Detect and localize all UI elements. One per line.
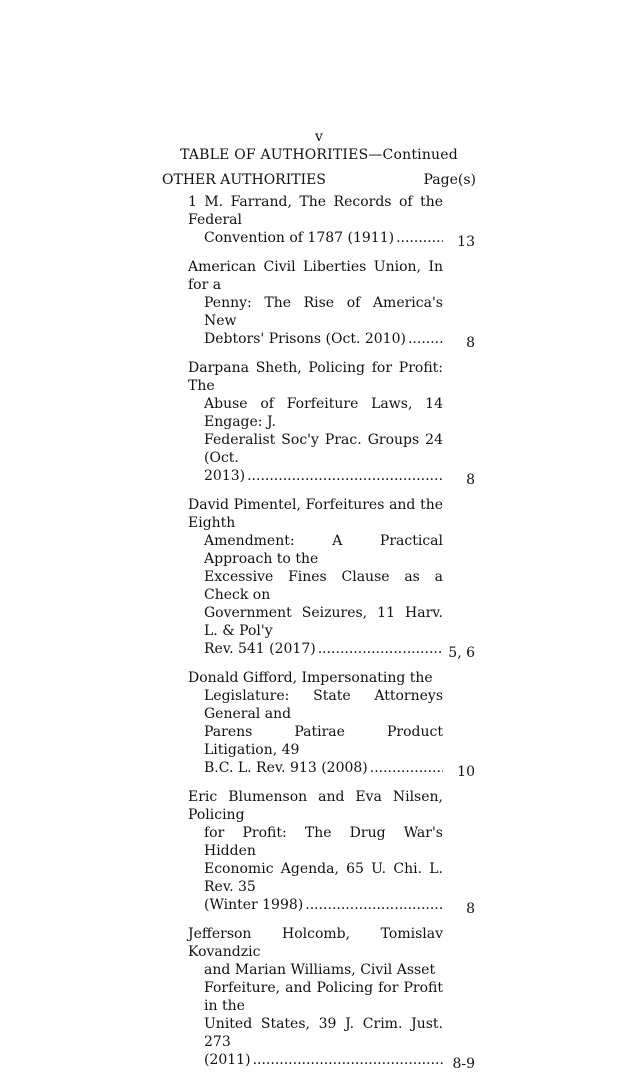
authorities-list	[188, 193, 475, 1080]
authority-entry	[188, 788, 475, 917]
pages-column-label: Page(s)	[423, 172, 476, 188]
entry-line: 1 M. Farrand, The Records of the Federal	[188, 194, 443, 228]
entry-line: Jefferson Holcomb, Tomislav Kovandzic	[188, 926, 443, 960]
entry-line: Excessive Fines Clause as a Check on	[204, 569, 443, 603]
section-header	[162, 172, 476, 188]
entry-line: Legislature: State Attorneys General and	[204, 688, 443, 722]
entry-line: (2011) .....	[188, 1051, 443, 1069]
authority-entry	[188, 925, 475, 1072]
authority-entry	[188, 258, 475, 351]
entry-line: B.C. L. Rev. 913 (2008) .....	[188, 759, 443, 777]
entry-line: Government Seizures, 11 Harv. L. & Pol'y	[204, 605, 443, 639]
entry-page-ref: 13	[457, 234, 475, 250]
entry-line: Penny: The Rise of America's New	[204, 295, 443, 329]
entry-page-ref: 8	[466, 335, 475, 351]
entry-line: David Pimentel, Forfeitures and the Eighth	[188, 497, 443, 531]
entry-line: Parens Patirae Product Litigation, 49	[204, 724, 443, 758]
entry-line: (Winter 1998) .....	[188, 896, 443, 914]
entry-page-ref: 10	[457, 764, 475, 780]
entry-line: Debtors' Prisons (Oct. 2010) .....	[188, 330, 443, 348]
entry-line: Darpana Sheth, Policing for Profit: The	[188, 360, 443, 394]
entry-line: Rev. 541 (2017) .....	[188, 640, 443, 658]
entry-line: 2013) .....	[188, 467, 443, 485]
entry-page-ref: 8-9	[452, 1056, 475, 1072]
entry-line: American Civil Liberties Union, In for a	[188, 259, 443, 293]
entry-line: Donald Gifford, Impersonating the	[188, 670, 433, 686]
entry-line: Amendment: A Practical Approach to the	[204, 533, 443, 567]
entry-line: Abuse of Forfeiture Laws, 14 Engage: J.	[204, 396, 443, 430]
entry-page-ref: 8	[466, 472, 475, 488]
entry-line: United States, 39 J. Crim. Just. 273	[204, 1016, 443, 1050]
entry-line: for Profit: The Drug War's Hidden	[204, 825, 443, 859]
entry-line: Federalist Soc'y Prac. Groups 24 (Oct.	[204, 432, 443, 466]
entry-line: Economic Agenda, 65 U. Chi. L. Rev. 35	[204, 861, 443, 895]
entry-line: Convention of 1787 (1911) .....	[188, 229, 443, 247]
entry-line: Forfeiture, and Policing for Profit in the	[204, 980, 443, 1014]
authority-entry	[188, 193, 475, 250]
authority-entry	[188, 496, 475, 661]
authority-entry	[188, 669, 475, 780]
entry-line: Eric Blumenson and Eva Nilsen, Policing	[188, 789, 443, 823]
authority-entry	[188, 359, 475, 488]
section-label: OTHER AUTHORITIES	[162, 172, 326, 188]
entry-line: and Marian Williams, Civil Asset	[204, 962, 436, 978]
page-title: TABLE OF AUTHORITIES—Continued	[180, 147, 458, 163]
entry-page-ref: 5, 6	[448, 645, 475, 661]
entry-page-ref: 8	[466, 901, 475, 917]
page-number: v	[315, 129, 323, 145]
